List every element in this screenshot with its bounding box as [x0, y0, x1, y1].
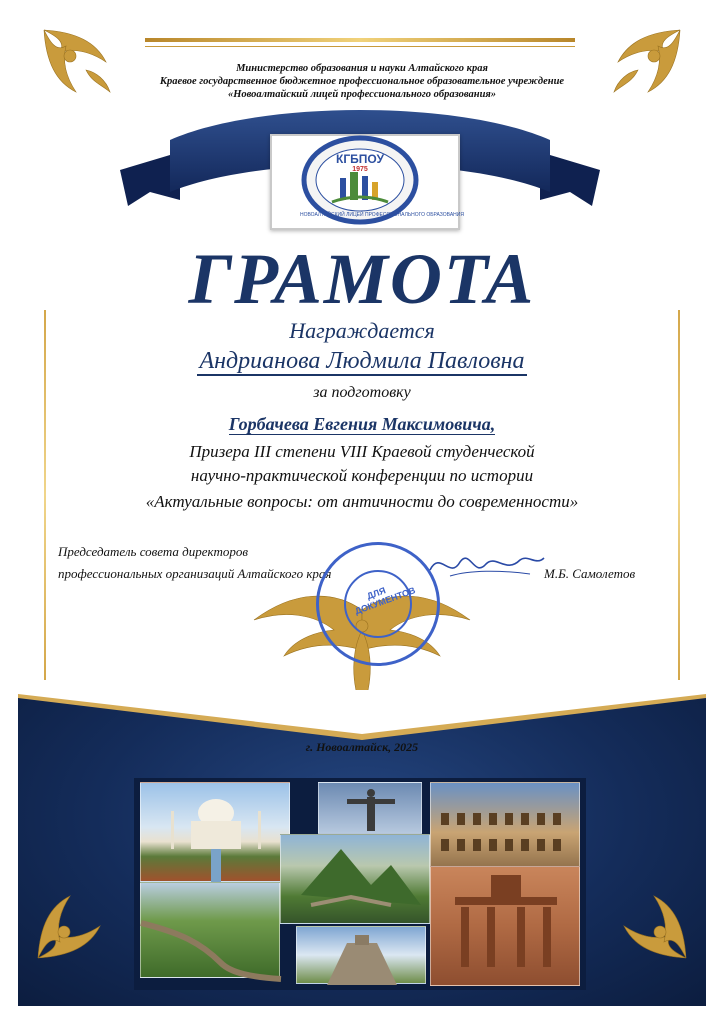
frame-top-line: [145, 38, 575, 42]
recipient-name: Андрианова Людмила Павловна: [199, 348, 525, 374]
photo-petra: [430, 866, 580, 986]
award-line-1: Призера III степени VIII Краевой студенческой: [189, 442, 535, 461]
signatory-role-line-1: Председатель совета директоров: [58, 544, 248, 559]
photo-machu-picchu: [280, 834, 430, 924]
signatory-name: М.Б. Самолетов: [544, 566, 636, 581]
signatory-role-line-2: профессиональных организаций Алтайского края: [58, 566, 332, 581]
logo-abbr: КГБПОУ: [336, 152, 384, 166]
city-year: г. Новоалтайск, 2025: [305, 740, 419, 754]
page-title: ГРАМОТА: [188, 239, 536, 319]
photo-chichen-itza: [296, 926, 426, 984]
photo-colosseum: [430, 782, 580, 874]
photo-taj-mahal: [140, 782, 290, 882]
photo-great-wall: [140, 882, 280, 978]
corner-ornament-bottom-right: [598, 870, 694, 966]
student-name-wrap: [0, 414, 724, 435]
institution-name-line: «Новоалтайский лицей профессионального образования»: [227, 89, 497, 100]
award-line-3: «Актуальные вопросы: от античности до современности»: [145, 492, 579, 511]
institution-logo: [298, 136, 464, 224]
stamp-center-text: ДЛЯ ДОКУМЕНТОВ: [353, 585, 417, 617]
recipient-name-wrap: [0, 348, 724, 375]
awarded-label: Награждается: [289, 318, 435, 343]
logo-year: 1975: [352, 166, 368, 173]
institution-line: Краевое государственное бюджетное профессиональное образовательное учреждение: [159, 76, 565, 87]
frame-top-thin-line: [145, 46, 575, 47]
ministry-line: Министерство образования и науки Алтайского края: [236, 63, 488, 74]
award-line-2: научно-практической конференции по истории: [190, 466, 534, 485]
student-name: Горбачева Евгения Максимовича,: [228, 414, 496, 434]
for-label: за подготовку: [313, 384, 411, 401]
photo-christ-redeemer: [318, 782, 422, 834]
logo-ring-text: НОВОАЛТАЙСКИЙ ЛИЦЕЙ ПРОФЕССИОНАЛЬНОГО ОБРАЗОВАНИЯ: [300, 212, 464, 218]
corner-ornament-bottom-left: [30, 870, 126, 966]
